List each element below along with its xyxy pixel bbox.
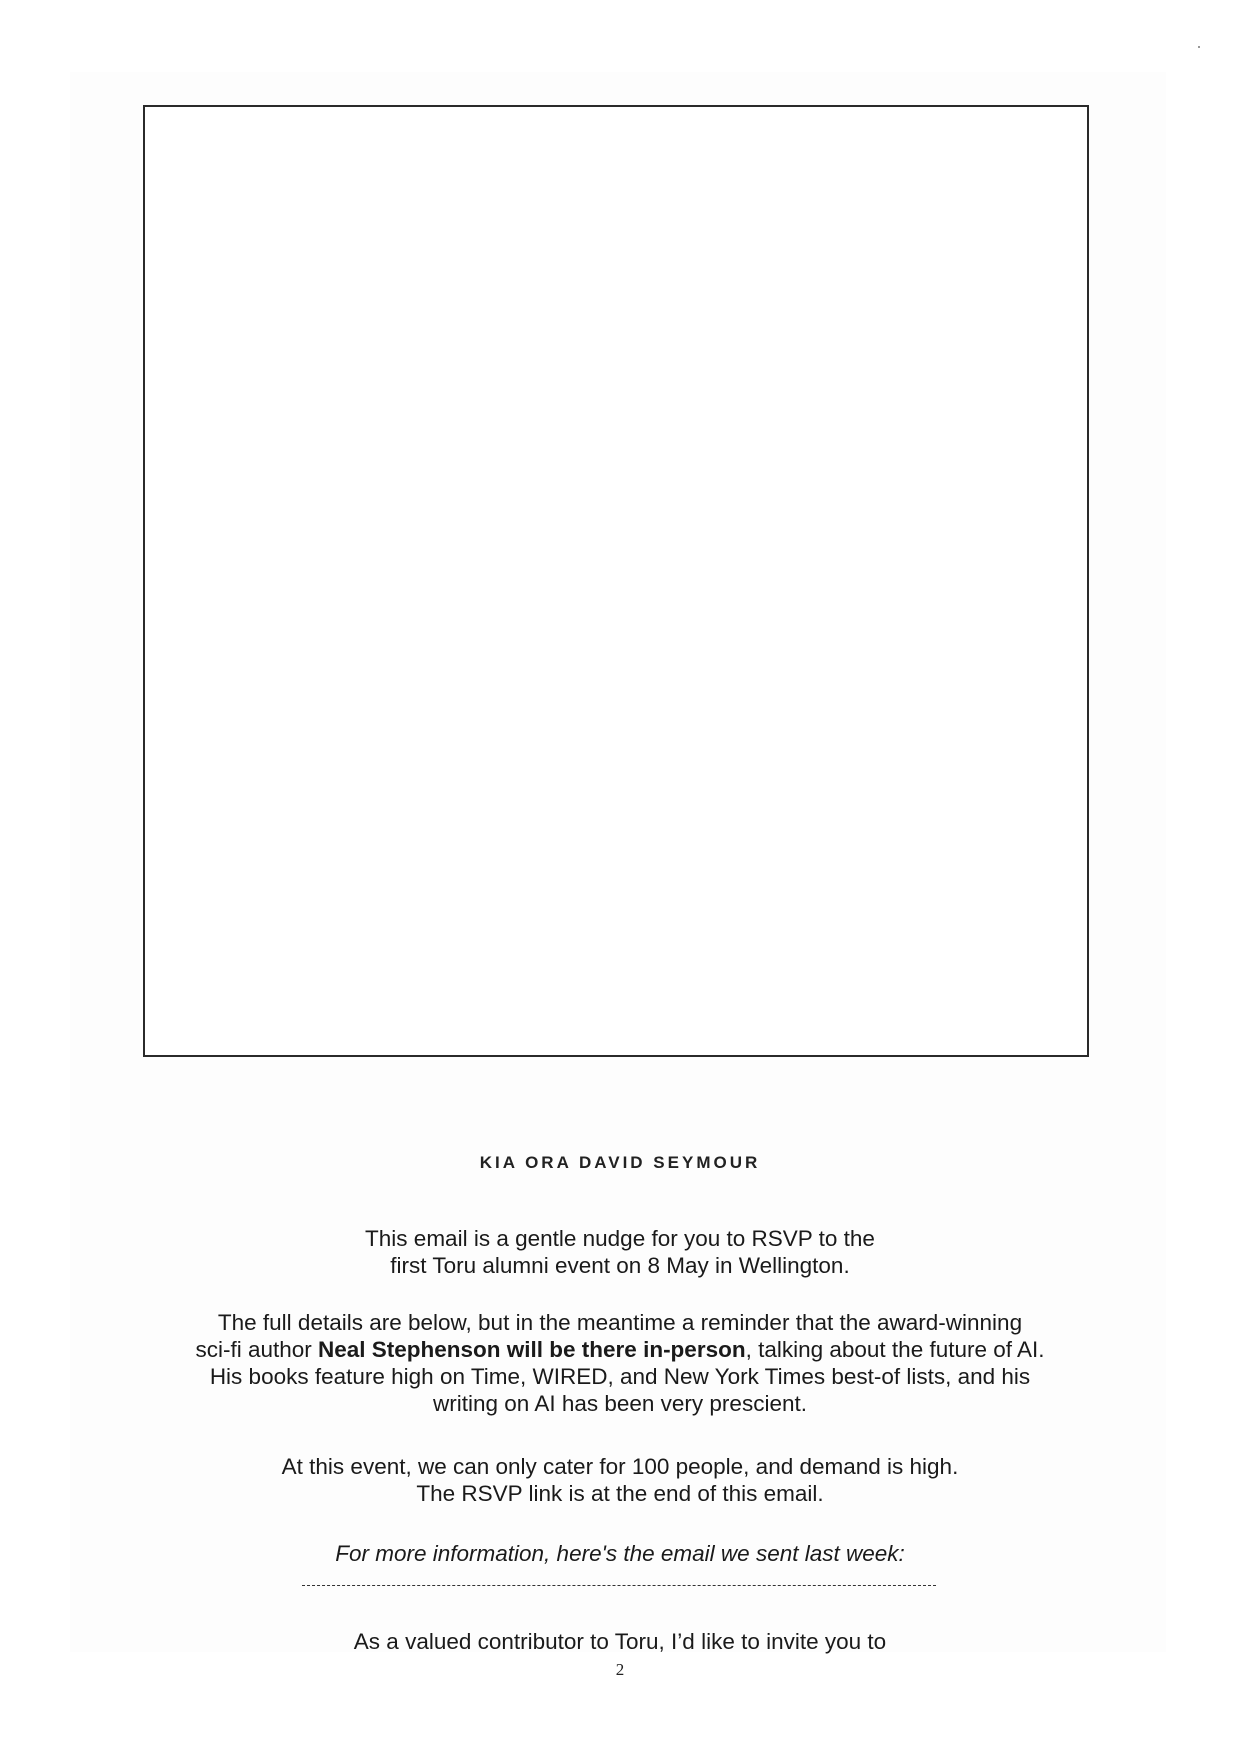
paragraph-line: At this event, we can only cater for 100 people, and demand is high. <box>281 1454 959 1479</box>
bold-highlight: Neal Stephenson will be there in-person <box>318 1337 746 1362</box>
paragraph-line: For more information, here's the email we sent last week: <box>335 1541 905 1566</box>
paragraph-line: The RSVP link is at the end of this email. <box>416 1481 824 1506</box>
paragraph-rsvp-nudge <box>0 1225 1240 1279</box>
scan-speck <box>1198 46 1200 48</box>
page-number: 2 <box>615 1660 625 1679</box>
paragraph-line: As a valued contributor to Toru, I’d like to invite you to <box>353 1629 887 1654</box>
dashed-divider <box>302 1585 936 1586</box>
text-fragment: , talking about the future of AI. <box>745 1337 1045 1362</box>
paragraph-line: This email is a gentle nudge for you to RSVP to the <box>365 1226 875 1251</box>
paragraph-capacity <box>0 1453 1240 1507</box>
paragraph-line: first Toru alumni event on 8 May in Wellington. <box>390 1253 850 1278</box>
paragraph-line: writing on AI has been very prescient. <box>433 1391 807 1416</box>
greeting-heading: KIA ORA DAVID SEYMOUR <box>479 1153 761 1172</box>
paragraph-more-info <box>0 1540 1240 1567</box>
paragraph-line: His books feature high on Time, WIRED, and New York Times best-of lists, and his <box>209 1364 1031 1389</box>
paragraph-invitation <box>0 1628 1240 1655</box>
paragraph-event-details <box>0 1309 1240 1417</box>
text-fragment: sci-fi author <box>195 1337 318 1362</box>
image-placeholder-frame <box>143 105 1089 1057</box>
paragraph-line: The full details are below, but in the meantime a reminder that the award-winning <box>217 1310 1023 1335</box>
paragraph-line <box>0 1336 1240 1363</box>
